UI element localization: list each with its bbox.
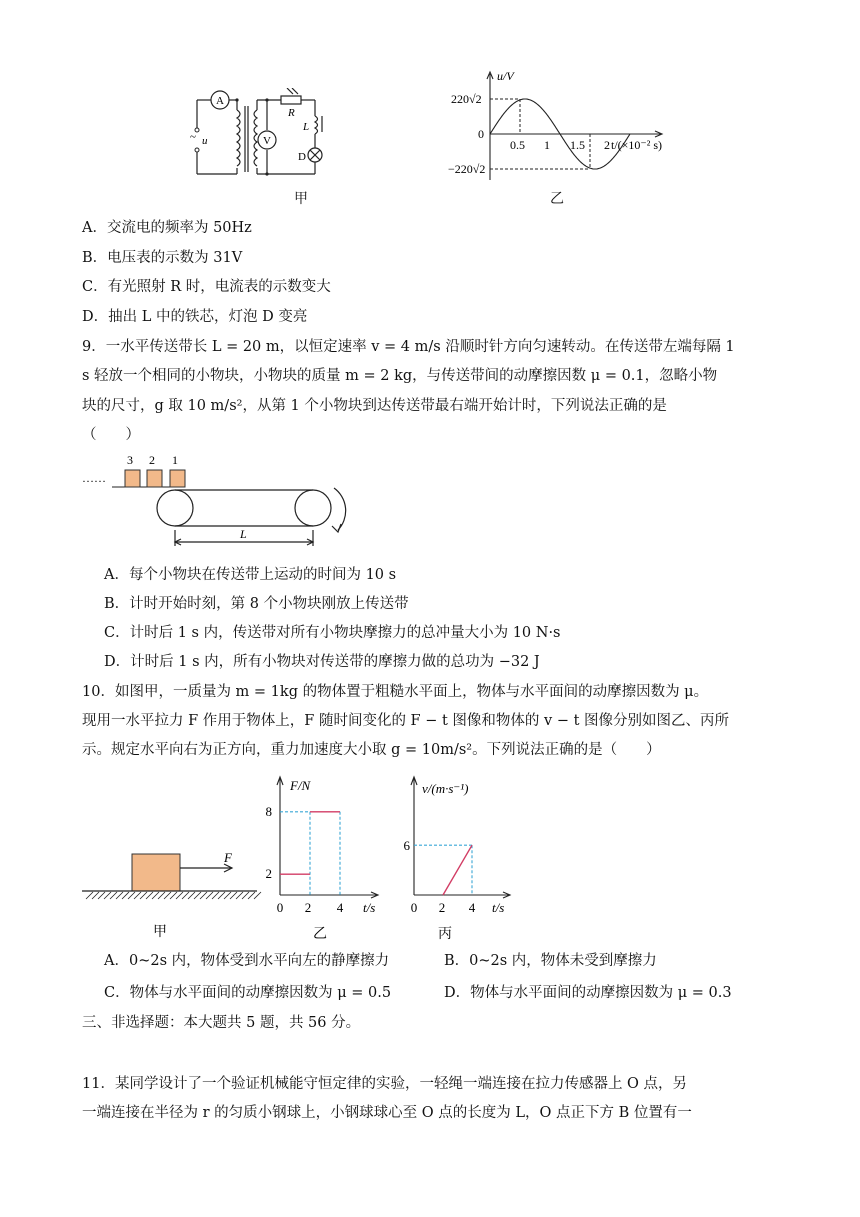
ft-ytick-2: 2 <box>265 866 272 882</box>
ft-ylabel: F/N <box>290 778 311 793</box>
inductor-label: L <box>303 121 310 133</box>
q9-line-1: 9．一水平传送带长 L = 20 m，以恒定速率 v = 4 m/s 沿顺时针方向匀速转动。在传送带左端每隔 1 <box>82 339 735 355</box>
q10-option-b: B．0~2s 内，物体未受到摩擦力 <box>444 953 657 969</box>
source-label: u <box>202 135 208 147</box>
q10-line-2: 现用一水平拉力 F 作用于物体上，F 随时间变化的 F − t 图像和物体的 v − t 图像分别如图乙、丙所 <box>82 713 730 729</box>
block-label-2: 2 <box>149 453 155 467</box>
block-2 <box>147 470 162 487</box>
q11-line-1: 11．某同学设计了一个验证机械能守恒定律的实验，一轻绳一端连接在拉力传感器上 O 点，另 <box>82 1076 688 1092</box>
q8-option-c: C．有光照射 R 时，电流表的示数变大 <box>82 279 331 295</box>
f-t-chart <box>260 770 395 945</box>
wave-tick-0: 0.5 <box>510 138 525 152</box>
wave-tick-3: 2 <box>604 138 610 152</box>
wave-ylabel: u/V <box>497 69 514 83</box>
ft-xtick-0: 0 <box>276 900 284 915</box>
sine-wave-graph <box>448 68 678 183</box>
conveyor-belt-figure <box>82 450 362 558</box>
q10-line-3: 示。规定水平向右为正方向，重力加速度大小取 g = 10m/s²。下列说法正确的是（ ） <box>82 742 661 758</box>
q9-option-c: C．计时后 1 s 内，传送带对所有小物块摩擦力的总冲量大小为 10 N·s <box>104 625 561 641</box>
q10-option-d: D．物体与水平面间的动摩擦因数为 μ = 0.3 <box>444 985 732 1001</box>
q8-option-b: B．电压表的示数为 31V <box>82 250 243 266</box>
q10-line-1: 10．如图甲，一质量为 m = 1kg 的物体置于粗糙水平面上，物体与水平面间的动摩擦因数为 μ。 <box>82 684 709 700</box>
q11-line-2: 一端连接在半径为 r 的匀质小钢球上，小钢球球心至 O 点的长度为 L，O 点正下方 B 位置有一 <box>82 1105 692 1121</box>
wave-ymax: 220√2 <box>451 92 482 106</box>
circuit-diagram <box>185 88 335 183</box>
wave-caption: 乙 <box>550 191 564 207</box>
ft-xtick-2: 2 <box>304 900 312 915</box>
q10-option-a: A．0~2s 内，物体受到水平向左的静摩擦力 <box>104 953 390 969</box>
vt-xtick-2: 2 <box>438 900 446 915</box>
wave-tick-2: 1.5 <box>570 138 585 152</box>
block <box>132 854 180 891</box>
vt-ytick-6: 6 <box>403 838 410 853</box>
wave-xlabel: t/(×10⁻² s) <box>611 138 663 152</box>
q10-option-c: C．物体与水平面间的动摩擦因数为 μ = 0.5 <box>104 985 392 1001</box>
q9-option-a: A．每个小物块在传送带上运动的时间为 10 s <box>104 567 397 583</box>
ft-xlabel: t/s <box>363 900 376 915</box>
wave-ymin: −220√2 <box>448 162 486 176</box>
lamp-label: D <box>298 151 306 163</box>
length-label: L <box>240 527 247 541</box>
q9-option-d: D．计时后 1 s 内，所有小物块对传送带的摩擦力做的总功为 −32 J <box>104 654 540 670</box>
q9-line-2: s 轻放一个相同的小物块，小物块的质量 m = 2 kg，与传送带间的动摩擦因数 μ = 0.1，忽略小物 <box>82 368 718 384</box>
ammeter-label: A <box>216 95 224 107</box>
source-tilde: ~ <box>190 131 196 143</box>
vt-xtick-0: 0 <box>410 900 418 915</box>
vt-xlabel: t/s <box>492 900 505 915</box>
v-t-chart <box>400 770 535 945</box>
vt-xtick-4: 4 <box>468 900 476 915</box>
q9-line-4: （ ） <box>82 427 140 443</box>
q8-option-d: D．抽出 L 中的铁芯，灯泡 D 变亮 <box>82 309 308 325</box>
block-1 <box>170 470 185 487</box>
block-caption: 甲 <box>153 925 167 940</box>
vt-segment-0 <box>443 845 472 895</box>
section-3-heading: 三、非选择题：本大题共 5 题，共 56 分。 <box>82 1015 361 1031</box>
force-label: F <box>224 850 232 865</box>
resistor-label: R <box>288 107 295 119</box>
q9-line-3: 块的尺寸，g 取 10 m/s²，从第 1 个小物块到达传送带最右端开始计时，下列说法正确的是 <box>82 398 667 414</box>
block-label-3: 3 <box>127 453 133 467</box>
q9-option-b: B．计时开始时刻，第 8 个小物块刚放上传送带 <box>104 596 409 612</box>
ft-ytick-8: 8 <box>265 803 272 819</box>
vt-caption: 丙 <box>438 927 452 942</box>
circuit-caption: 甲 <box>294 191 308 207</box>
ft-caption: 乙 <box>313 927 327 942</box>
block-on-surface-figure <box>82 840 272 945</box>
block-3 <box>125 470 140 487</box>
block-label-1: 1 <box>172 453 178 467</box>
wave-origin: 0 <box>478 127 484 141</box>
vt-ylabel: v/(m·s⁻¹) <box>422 781 469 796</box>
wave-tick-1: 1 <box>544 138 550 152</box>
q8-option-a: A．交流电的频率为 50Hz <box>82 220 252 236</box>
conveyor-dots: …… <box>82 471 106 485</box>
ft-xtick-4: 4 <box>336 900 344 915</box>
voltmeter-label: V <box>263 135 271 147</box>
